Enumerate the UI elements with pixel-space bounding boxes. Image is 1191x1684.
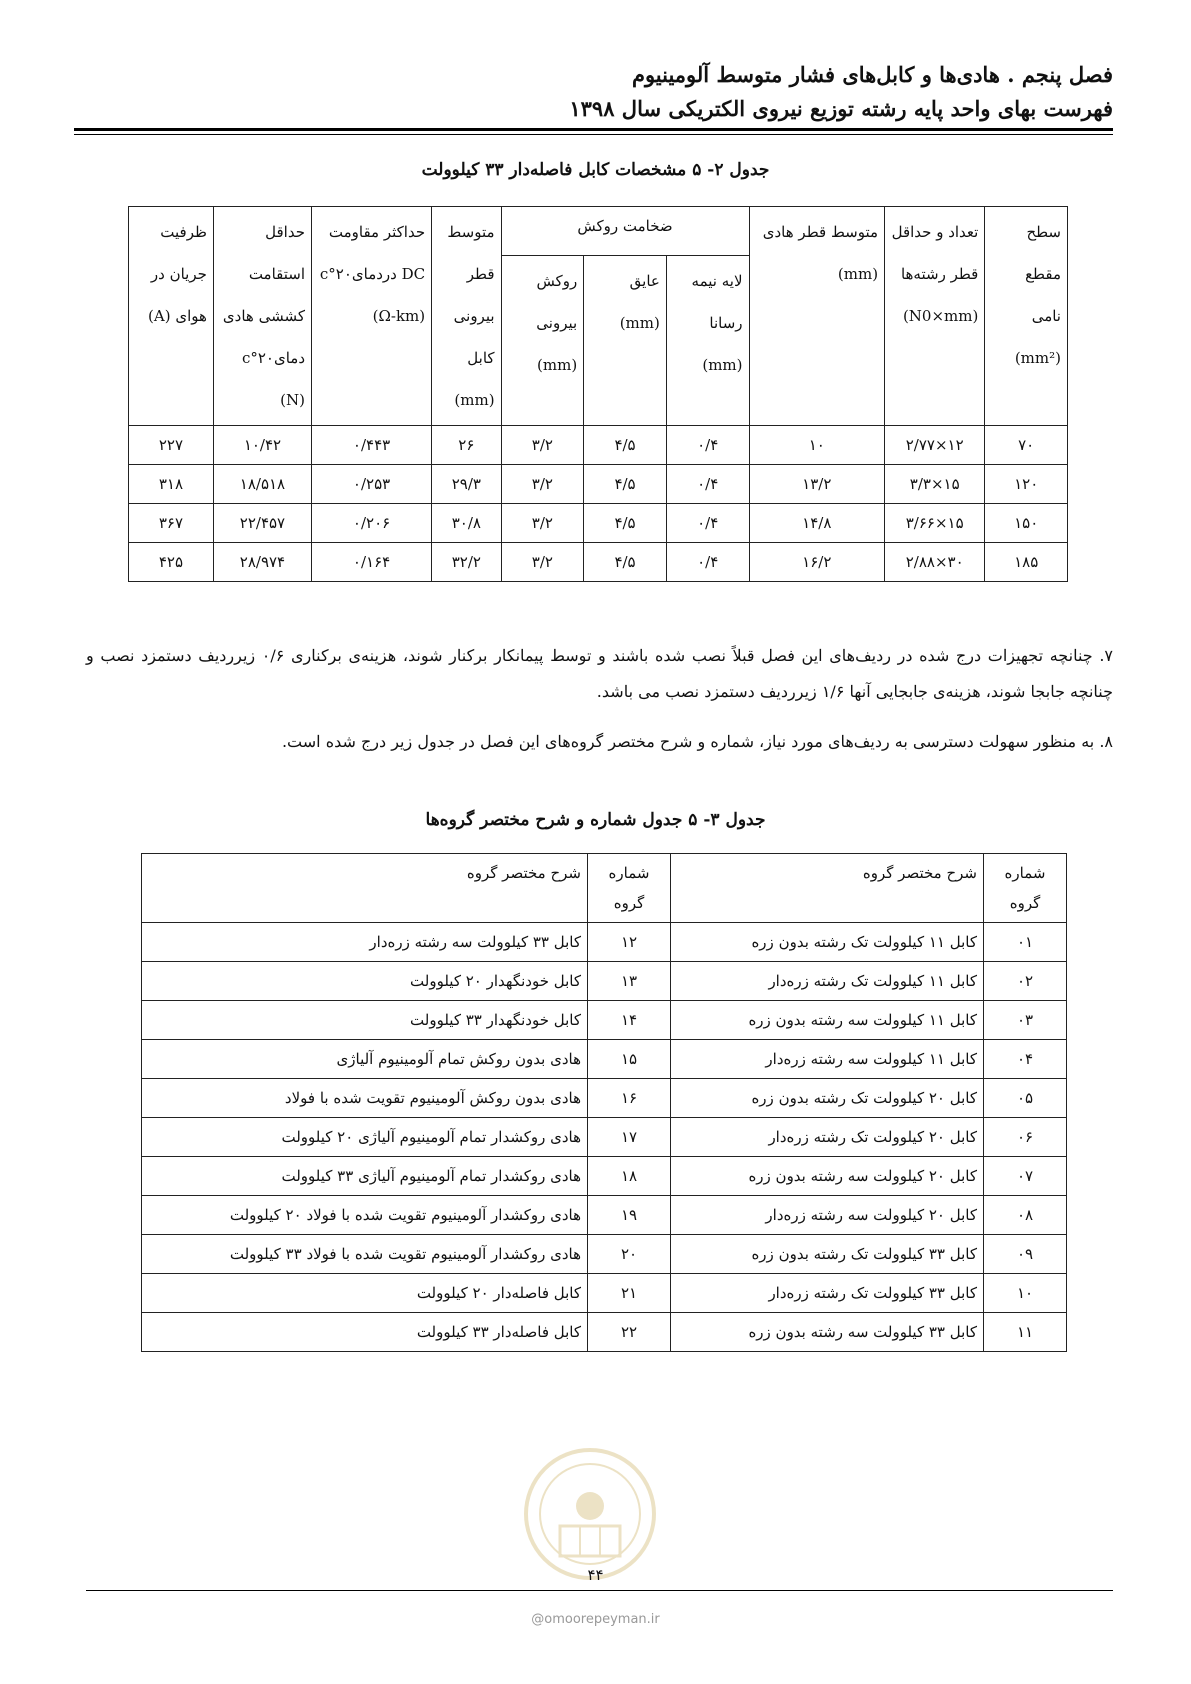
document-title: فهرست بهای واحد پایه رشته توزیع نیروی الکتریکی سال ۱۳۹۸ xyxy=(569,96,1113,121)
table-header-row xyxy=(142,854,1067,923)
col-area: سطح مقطع نامی (mm²) xyxy=(985,207,1068,426)
table-row: ۰۵ کابل ۲۰ کیلوولت تک رشته بدون زره ۱۶ هادی بدون روکش آلومینیوم تقویت شده با فولاد xyxy=(142,1079,1067,1118)
page-header xyxy=(78,58,1113,126)
col-outer: روکش بیرونی (mm) xyxy=(501,256,584,426)
paragraph-7: ۷. چنانچه تجهیزات درج شده در ردیف‌های این فصل قبلاً نصب شده باشند و توسط پیمانکار برکنار شوند، هزینه‌ی برکناری ۰/۶ زیرردیف دستمزد نصب و چنانچه جابجا شوند، هزینه‌ی جابجایی آنها ۱/۶ زیرردیف دستمزد نصب می باشد. xyxy=(86,646,1113,701)
watermark-text: @omoorepeyman.ir xyxy=(531,1612,660,1627)
table-row: ۰۸ کابل ۲۰ کیلوولت سه رشته زره‌دار ۱۹ هادی روکشدار آلومینیوم تقویت شده با فولاد ۲۰ کیلوولت xyxy=(142,1196,1067,1235)
head-desc-right: شرح مختصر گروه xyxy=(671,854,984,923)
cable-spec-table xyxy=(128,206,1068,582)
header-rule-thick xyxy=(74,128,1113,131)
table-row: ۰۴ کابل ۱۱ کیلوولت سه رشته زره‌دار ۱۵ هادی بدون روکش تمام آلومینیوم آلیاژی xyxy=(142,1040,1067,1079)
table-row: ۰۶ کابل ۲۰ کیلوولت تک رشته زره‌دار ۱۷ هادی روکشدار تمام آلومینیوم آلیاژی ۲۰ کیلوولت xyxy=(142,1118,1067,1157)
table-row: ۰۲ کابل ۱۱ کیلوولت تک رشته زره‌دار ۱۳ کابل خودنگهدار ۲۰ کیلوولت xyxy=(142,962,1067,1001)
col-sheath-group: ضخامت روکش xyxy=(501,207,749,256)
table-row: ۰۳ کابل ۱۱ کیلوولت سه رشته بدون زره ۱۴ کابل خودنگهدار ۳۳ کیلوولت xyxy=(142,1001,1067,1040)
head-num-right: شماره گروه xyxy=(984,854,1067,923)
head-desc-left: شرح مختصر گروه xyxy=(142,854,588,923)
group-list-table xyxy=(141,853,1067,1352)
table-row: ۱۲۰ ۱۵×۳/۳ ۱۳/۲ ۰/۴ ۴/۵ ۳/۲ ۲۹/۳ ۰/۲۵۳ ۱۸/۵۱۸ ۳۱۸ xyxy=(129,465,1068,504)
table-row: ۱۵۰ ۱۵×۳/۶۶ ۱۴/۸ ۰/۴ ۴/۵ ۳/۲ ۳۰/۸ ۰/۲۰۶ ۲۲/۴۵۷ ۳۶۷ xyxy=(129,504,1068,543)
table-row: ۷۰ ۱۲×۲/۷۷ ۱۰ ۰/۴ ۴/۵ ۳/۲ ۲۶ ۰/۴۴۳ ۱۰/۴۲ ۲۲۷ xyxy=(129,426,1068,465)
page-number: ۴۴ xyxy=(587,1566,604,1584)
table1-caption: جدول ۲- ۵ مشخصات کابل فاصله‌دار ۳۳ کیلوولت xyxy=(421,160,770,180)
table2-caption: جدول ۳- ۵ جدول شماره و شرح مختصر گروه‌ها xyxy=(425,810,766,830)
header-rule-thin xyxy=(74,134,1113,135)
paragraph-8: ۸. به منظور سهولت دسترسی به ردیف‌های مورد نیاز، شماره و شرح مختصر گروه‌های این فصل در جدول زیر درج شده است. xyxy=(281,732,1113,751)
table-row: ۱۱ کابل ۳۳ کیلوولت سه رشته بدون زره ۲۲ کابل فاصله‌دار ۳۳ کیلوولت xyxy=(142,1313,1067,1352)
col-tensile: حداقل استقامت کششی هادی دمای۲۰°c (N) xyxy=(213,207,311,426)
col-insul: عایق (mm) xyxy=(584,256,667,426)
col-cond-dia: متوسط قطر هادی (mm) xyxy=(749,207,885,426)
col-count: تعداد و حداقل قطر رشته‌ها (N0×mm) xyxy=(885,207,985,426)
col-semicond: لایه نیمه رسانا (mm) xyxy=(666,256,749,426)
table-row: ۰۹ کابل ۳۳ کیلوولت تک رشته بدون زره ۲۰ هادی روکشدار آلومینیوم تقویت شده با فولاد ۳۳ کیلوولت xyxy=(142,1235,1067,1274)
col-ampacity: ظرفیت جریان در هوای (A) xyxy=(129,207,214,426)
watermark-logo-icon xyxy=(515,1444,665,1584)
col-outer-dia: متوسط قطر بیرونی کابل (mm) xyxy=(432,207,501,426)
chapter-title: فصل پنجم . هادی‌ها و کابل‌های فشار متوسط آلومینیوم xyxy=(631,62,1113,87)
table-row: ۰۷ کابل ۲۰ کیلوولت سه رشته بدون زره ۱۸ هادی روکشدار تمام آلومینیوم آلیاژی ۳۳ کیلوولت xyxy=(142,1157,1067,1196)
footer-rule xyxy=(86,1590,1113,1591)
table-row: ۱۰ کابل ۳۳ کیلوولت تک رشته زره‌دار ۲۱ کابل فاصله‌دار ۲۰ کیلوولت xyxy=(142,1274,1067,1313)
table-row: ۰۱ کابل ۱۱ کیلوولت تک رشته بدون زره ۱۲ کابل ۳۳ کیلوولت سه رشته زره‌دار xyxy=(142,923,1067,962)
col-resistance: حداکثر مقاومت DC دردمای۲۰°c (Ω-km) xyxy=(312,207,432,426)
head-num-left: شماره گروه xyxy=(588,854,671,923)
table-row: ۱۸۵ ۳۰×۲/۸۸ ۱۶/۲ ۰/۴ ۴/۵ ۳/۲ ۳۲/۲ ۰/۱۶۴ ۲۸/۹۷۴ ۴۲۵ xyxy=(129,543,1068,582)
